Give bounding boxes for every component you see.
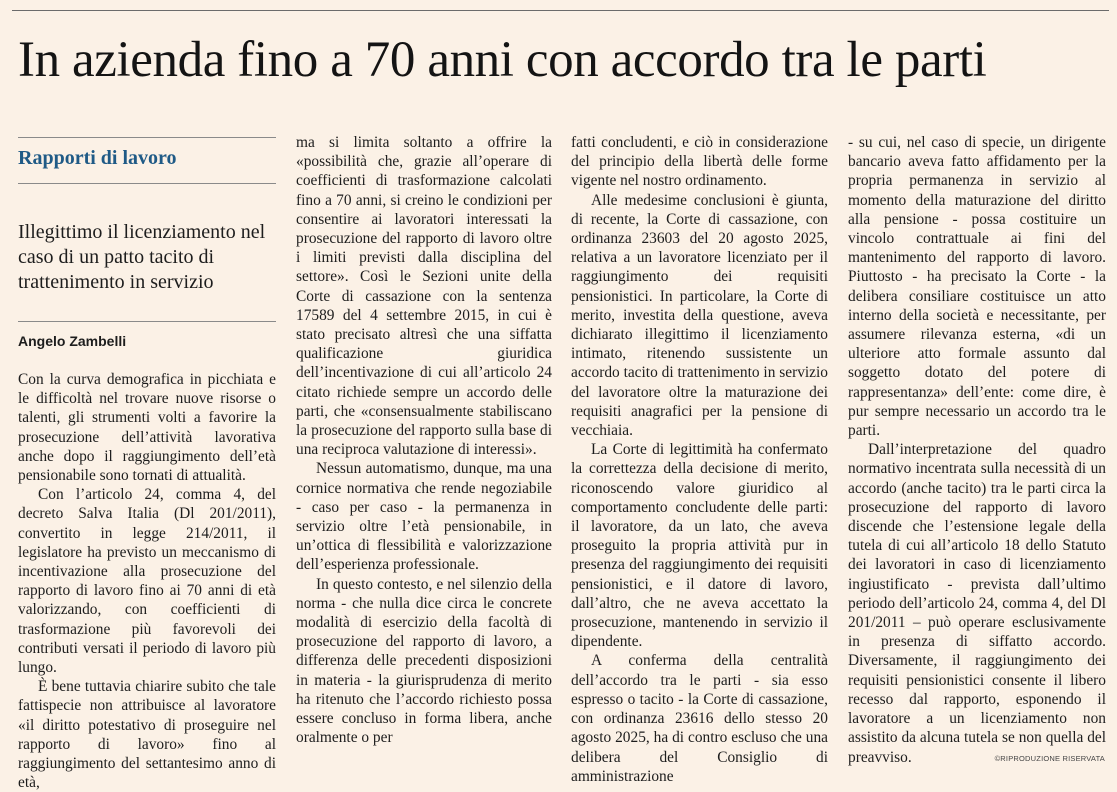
- paragraph: La Corte di legittimità ha confermato la correttezza della decisione di merito, riconoscendo valore giuridico al comportamento concludente delle parti: il lavoratore, da un lato, che aveva proseguito la propria attività pur in presenza del raggiungimento dei requisiti pensionistici, e il datore di lavoro, dall’altro, che ne aveva accettato la prosecuzione, mantenendo in servizio il dipendente.: [571, 441, 828, 651]
- author: Angelo Zambelli: [18, 333, 127, 349]
- column-1: [18, 137, 276, 792]
- section-label: Rapporti di lavoro: [18, 145, 276, 184]
- paragraph: Con la curva demografica in picchiata e le difficoltà nel trovare nuove risorse o talenti, gli strumenti volti a favorire la prosecuzione dell’attività lavorativa anche dopo il raggiungimento dell’età pensionabile sono tornati di attualità.: [18, 371, 276, 485]
- column-3: [571, 133, 828, 786]
- paragraph: Nessun automatismo, dunque, ma una cornice normativa che rende negoziabile - caso per caso - la permanenza in servizio oltre l’età pensionabile, in un’ottica di flessibilità e valorizzazione dell’esperienza professionale.: [296, 460, 552, 574]
- copyright-notice: ©RIPRODUZIONE RISERVATA: [994, 754, 1105, 763]
- paragraph: A conferma della centralità dell’accordo tra le parti - sia esso espresso o tacito - la Corte di cassazione, con ordinanza 23616 dello stesso 20 agosto 2025, ha di contro escluso che una delibera del Consiglio di amministrazione: [571, 652, 828, 785]
- paragraph: fatti concludenti, e ciò in considerazione del principio della libertà delle forme vigente nel nostro ordinamento.: [571, 134, 828, 190]
- section-rule: [18, 137, 276, 138]
- column-2: [296, 133, 552, 748]
- paragraph: Con l’articolo 24, comma 4, del decreto Salva Italia (Dl 201/2011), convertito in legge 214/2011, il legislatore ha previsto un meccanismo di incentivazione alla prosecuzione del rapporto di lavoro fino ai 70 anni di età valorizzando, con coefficienti di trasformazione più favorevoli dei contributi versati il periodo di lavoro più lungo.: [18, 486, 276, 677]
- paragraph: Dall’interpretazione del quadro normativo incentrata sulla necessità di un accordo (anche tacito) tra le parti circa la prosecuzione del rapporto di lavoro discende che l’estensione legale della tutela di cui all’articolo 18 dello Statuto dei lavoratori in caso di licenziamento ingiustificato - prevista dall’ultimo periodo dell’articolo 24, comma 4, del Dl 201/2011 – può operare esclusivamente in presenza di siffatto accordo. Diversamente, il raggiungimento dei requisiti pensionistici consente il libero recesso dal rapporto, esponendo il lavoratore a un licenziamento non assistito da alcuna tutela se non quella del preavviso.: [848, 441, 1106, 766]
- headline: In azienda fino a 70 anni con accordo tra le parti: [18, 32, 987, 88]
- paragraph: È bene tuttavia chiarire subito che tale fattispecie non attribuisce al lavoratore «il diritto potestativo di proseguire nel rapporto di lavoro» fino al raggiungimento del settantesimo anno di età,: [18, 678, 276, 792]
- paragraph: - su cui, nel caso di specie, un dirigente bancario aveva fatto affidamento per la propria permanenza in servizio al momento della maturazione del diritto alla pensione - possa costituire un vincolo contrattuale ai fini del mantenimento del rapporto di lavoro. Piuttosto - ha precisato la Corte - la delibera consiliare costituisce un atto interno della società e necessitante, per assumere rilevanza esterna, «di un ulteriore atto formale assunto dal soggetto dotato del potere di rappresentanza» dell’ente: come dire, è pur sempre necessario un accordo tra le parti.: [848, 134, 1106, 440]
- subtitle: Illegittimo il licenziamento nel caso di un patto tacito di trattenimento in servizio: [18, 221, 266, 293]
- paragraph: ma si limita soltanto a offrire la «possibilità che, grazie all’operare di coefficienti di trasformazione calcolati fino a 70 anni, si creino le condizioni per consentire ai lavoratori interessati la prosecuzione del rapporto di lavoro oltre i limiti previsti dalla disciplina del settore». Così le Sezioni unite della Corte di cassazione con la sentenza 17589 del 4 settembre 2015, in cui è stato precisato altresì che una siffatta qualificazione giuridica dell’incentivazione di cui all’articolo 24 citato richiede sempre un accordo delle parti, che «consensualmente stabiliscano la prosecuzione del rapporto sulla base di una reciproca valutazione di interessi».: [296, 134, 552, 459]
- author-rule: [18, 321, 276, 322]
- column-4: [848, 133, 1106, 767]
- paragraph: Alle medesime conclusioni è giunta, di recente, la Corte di cassazione, con ordinanza 23603 del 20 agosto 2025, relativa a un lavoratore licenziato per il raggiungimento dei requisiti pensionistici. In particolare, la Corte di merito, investita della questione, aveva dichiarato illegittimo il licenziamento intimato, ritenendo sussistente un accordo tacito di trattenimento in servizio del lavoratore oltre la maturazione dei requisiti anagrafici per la pensione di vecchiaia.: [571, 191, 828, 440]
- top-rule: [12, 10, 1109, 11]
- paragraph: In questo contesto, e nel silenzio della norma - che nulla dice circa le concrete modalità di esercizio della facoltà di prosecuzione del rapporto di lavoro, a differenza delle precedenti disposizioni in materia - la giurisprudenza di merito ha ritenuto che l’accordo richiesto possa essere concluso in forma libera, anche oralmente o per: [296, 575, 552, 747]
